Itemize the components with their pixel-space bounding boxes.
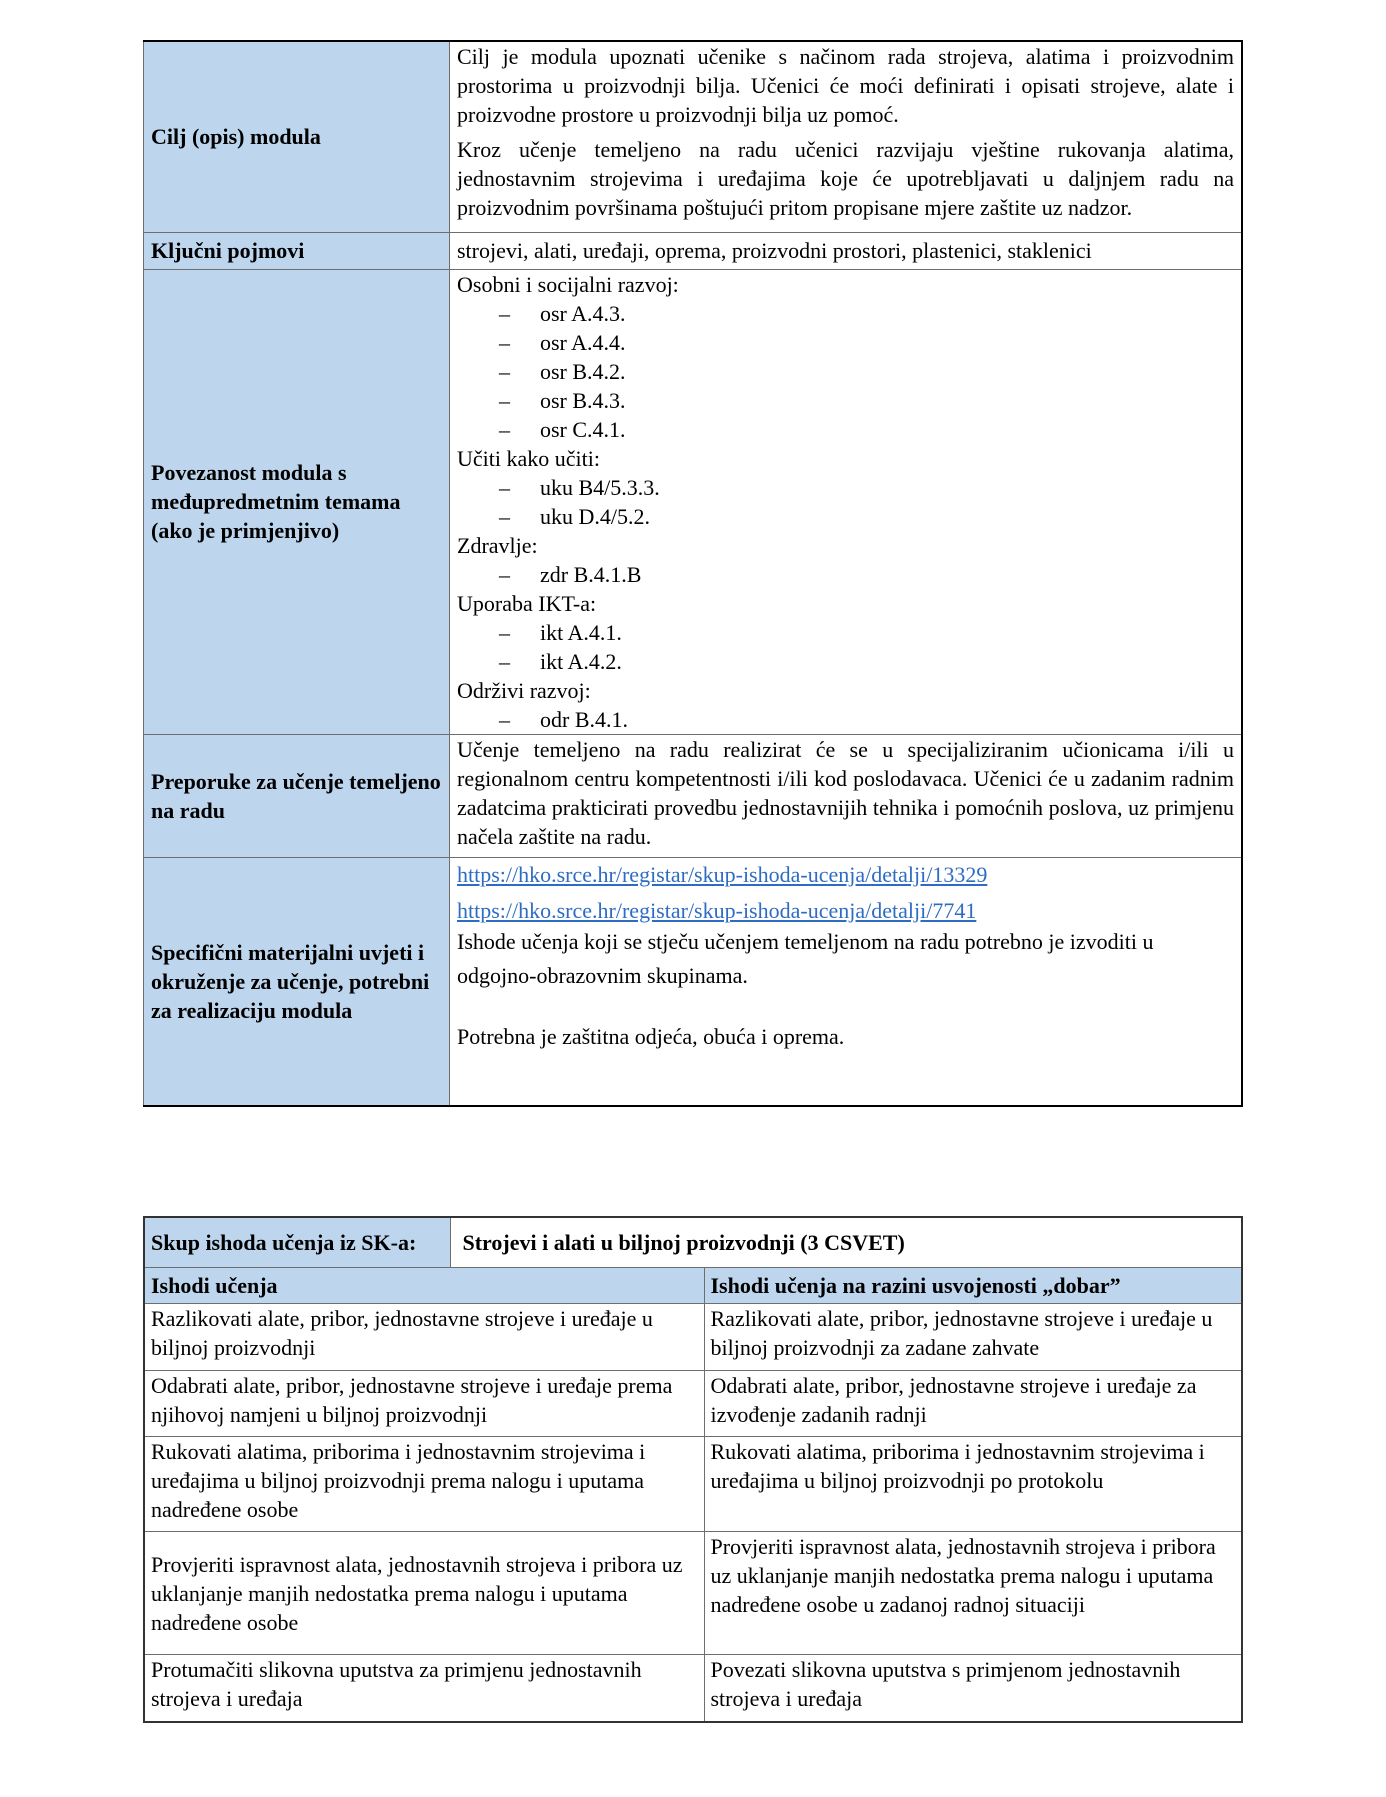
- outcome-set-title: Strojevi i alati u biljnoj proizvodnji (3 CSVET): [450, 1217, 1242, 1268]
- dash-bullet: –: [499, 561, 510, 587]
- materials-text-groups: Ishode učenja koji se stječu učenjem temeljenom na radu potrebno je izvoditi u odgojno-obrazovnim skupinama.: [457, 928, 1154, 988]
- group-sustainable-development: [457, 676, 1234, 734]
- label-material-conditions: Specifični materijalni uvjeti i okruženje za učenje, potrebni za realizaciju modula: [144, 857, 450, 1106]
- label-module-goal: Cilj (opis) modula: [144, 41, 450, 232]
- outcome-cell: Protumačiti slikovna uputstva za primjenu jednostavnih strojeva i uređaja: [144, 1655, 704, 1722]
- dash-bullet: –: [499, 329, 510, 355]
- group-health: [457, 531, 1234, 589]
- outcome-good-cell: Provjeriti ispravnost alata, jednostavnih strojeva i pribora uz uklanjanje manjih nedostatka prema nalogu i uputama nadređene osobe u zadanoj radnoj situaciji: [704, 1532, 1242, 1655]
- list-item: – osr A.4.4.: [499, 329, 626, 355]
- value-keywords: strojevi, alati, uređaji, oprema, proizvodni prostori, plastenici, staklenici: [450, 232, 1243, 269]
- table-row: [144, 1437, 1242, 1532]
- outcome-good-cell: Povezati slikovna uputstva s primjenom jednostavnih strojeva i uređaja: [704, 1655, 1242, 1722]
- list-item: – uku D.4/5.2.: [499, 503, 650, 529]
- row-keywords: [144, 232, 1243, 269]
- row-work-based-learning: [144, 734, 1243, 857]
- row-material-conditions: [144, 857, 1243, 1106]
- label-keywords: Ključni pojmovi: [144, 232, 450, 269]
- learning-outcomes-table: [143, 1216, 1243, 1723]
- dash-bullet: –: [499, 358, 510, 384]
- outcome-good-cell: Rukovati alatima, priborima i jednostavnim strojevima i uređajima u biljnoj proizvodnji po protokolu: [704, 1437, 1242, 1532]
- table-row: [144, 1304, 1242, 1371]
- spacer: [457, 993, 1234, 1022]
- goal-paragraph-1: Cilj je modula upoznati učenike s načinom rada strojeva, alatima i proizvodnim prostorima u proizvodnji bilja. Učenici će moći definirati i opisati strojeve, alate i proizvodne prostore u proizvodnji bilja uz pomoć.: [457, 44, 1234, 127]
- group-learn-to-learn: [457, 444, 1234, 531]
- outcome-set-header-row: [144, 1217, 1242, 1268]
- dash-bullet: –: [499, 416, 510, 442]
- dash-bullet: –: [499, 300, 510, 326]
- list-item: – ikt A.4.2.: [499, 648, 622, 674]
- outcome-cell: Provjeriti ispravnost alata, jednostavnih strojeva i pribora uz uklanjanje manjih nedostatka prema nalogu i uputama nadređene osobe: [144, 1532, 704, 1655]
- value-module-goal: [450, 41, 1243, 232]
- list-item: – osr B.4.3.: [499, 387, 626, 413]
- label-cross-curricular: Povezanost modula s međupredmetnim temama (ako je primjenjivo): [144, 269, 450, 734]
- column-header-outcomes-good-level: Ishodi učenja na razini usvojenosti „dobar”: [704, 1268, 1242, 1304]
- outcome-set-label: Skup ishoda učenja iz SK-a:: [144, 1217, 450, 1268]
- value-work-based-learning: Učenje temeljeno na radu realizirat će se u specijaliziranim učionicama i/ili u regionalnom centru kompetentnosti i/ili kod poslodavaca. Učenici će u zadanim radnim zadatcima prakticirati provedbu jednostavnijih tehnika i pomoćnih poslova, uz primjenu načela zaštite na radu.: [450, 734, 1243, 857]
- link-outcome-set-7741[interactable]: https://hko.srce.hr/registar/skup-ishoda-ucenja/detalji/7741: [457, 897, 977, 923]
- group-ict: [457, 589, 1234, 676]
- list-item: – ikt A.4.1.: [499, 619, 622, 645]
- list-item: – osr C.4.1.: [499, 416, 626, 442]
- dash-bullet: –: [499, 706, 510, 732]
- table-row: [144, 1371, 1242, 1437]
- dash-bullet: –: [499, 619, 510, 645]
- dash-bullet: –: [499, 474, 510, 500]
- row-module-goal: [144, 41, 1243, 232]
- table-row: [144, 1655, 1242, 1722]
- label-work-based-learning: Preporuke za učenje temeljeno na radu: [144, 734, 450, 857]
- table-row: [144, 1532, 1242, 1655]
- list-item: – osr A.4.3.: [499, 300, 626, 326]
- module-description-table: [143, 40, 1243, 1107]
- column-header-outcomes: Ishodi učenja: [144, 1268, 704, 1304]
- outcome-cell: Rukovati alatima, priborima i jednostavnim strojevima i uređajima u biljnoj proizvodnji prema nalogu i uputama nadređene osobe: [144, 1437, 704, 1532]
- dash-bullet: –: [499, 387, 510, 413]
- outcome-cell: Razlikovati alate, pribor, jednostavne strojeve i uređaje u biljnoj proizvodnji: [144, 1304, 704, 1371]
- group-personal-social: [457, 270, 1234, 444]
- list-item: – odr B.4.1.: [499, 706, 628, 732]
- group-title: Učiti kako učiti:: [457, 445, 600, 471]
- outcome-cell: Odabrati alate, pribor, jednostavne strojeve i uređaje prema njihovoj namjeni u biljnoj proizvodnji: [144, 1371, 704, 1437]
- list-item: – zdr B.4.1.B: [499, 561, 642, 587]
- group-title: Održivi razvoj:: [457, 677, 591, 703]
- value-material-conditions: [450, 857, 1243, 1106]
- outcome-good-cell: Odabrati alate, pribor, jednostavne strojeve i uređaje za izvođenje zadanih radnji: [704, 1371, 1242, 1437]
- outcome-good-cell: Razlikovati alate, pribor, jednostavne strojeve i uređaje u biljnoj proizvodnji za zadane zahvate: [704, 1304, 1242, 1371]
- list-item: – osr B.4.2.: [499, 358, 626, 384]
- outcomes-column-headers: [144, 1268, 1242, 1304]
- goal-paragraph-2: Kroz učenje temeljeno na radu učenici razvijaju vještine rukovanja alatima, jednostavnim strojevima i uređajima koje će upotrebljavati u daljnjem radu na proizvodnim površinama poštujući pritom propisane mjere zaštite uz nadzor.: [457, 137, 1234, 220]
- group-title: Zdravlje:: [457, 532, 538, 558]
- link-outcome-set-13329[interactable]: https://hko.srce.hr/registar/skup-ishoda-ucenja/detalji/13329: [457, 861, 988, 887]
- group-title: Osobni i socijalni razvoj:: [457, 271, 679, 297]
- group-title: Uporaba IKT-a:: [457, 590, 597, 616]
- row-cross-curricular: [144, 269, 1243, 734]
- materials-text-equipment: Potrebna je zaštitna odjeća, obuća i oprema.: [457, 1023, 845, 1049]
- list-item: – uku B4/5.3.3.: [499, 474, 660, 500]
- value-cross-curricular: [450, 269, 1243, 734]
- dash-bullet: –: [499, 648, 510, 674]
- dash-bullet: –: [499, 503, 510, 529]
